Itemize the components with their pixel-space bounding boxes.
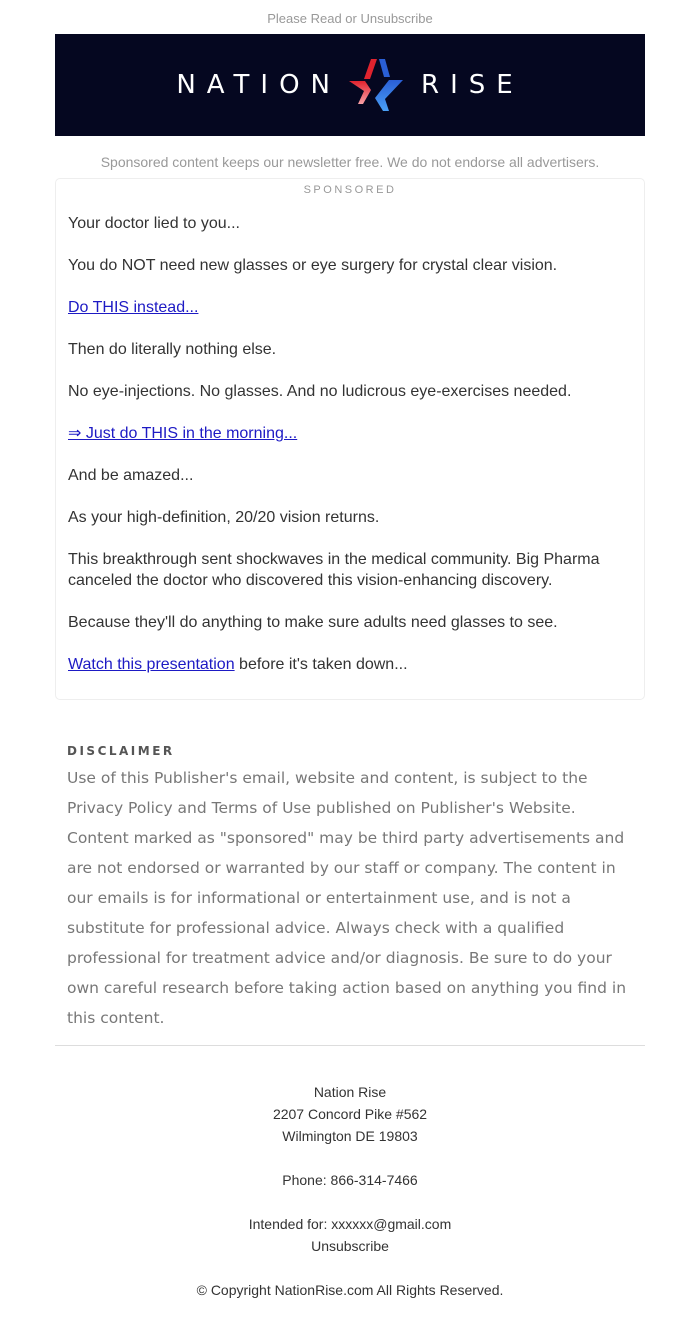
sponsored-ad-card [55, 178, 645, 700]
ad-paragraph: Because they'll do anything to make sure adults need glasses to see. [68, 614, 558, 631]
copyright: © Copyright NationRise.com All Rights Reserved. [196, 1282, 504, 1298]
ad-paragraph: This breakthrough sent shockwaves in the medical community. Big Pharma canceled the doctor who discovered this vision-enhancing discovery. [68, 551, 600, 589]
ad-paragraph: You do NOT need new glasses or eye surgery for crystal clear vision. [68, 257, 558, 274]
company-name: Nation Rise [313, 1084, 387, 1100]
footer [55, 1046, 645, 1301]
star-icon [345, 57, 407, 113]
ad-paragraph: Your doctor lied to you... [68, 215, 240, 232]
ad-paragraph: No eye-injections. No glasses. And no ludicrous eye-exercises needed. [68, 383, 572, 400]
footer-phone: Phone: 866-314-7466 [282, 1172, 418, 1188]
disclaimer-body: Use of this Publisher's email, website and content, is subject to the Privacy Policy and Terms of Use published on Publisher's Website. Content marked as "sponsored" may be third party advertisements and are not endorsed or warranted by our staff or company. The content in our emails is for informational or entertainment use, and is not a substitute for professional advice. Always check with a qualified professional for treatment advice and/or diagnosis. Be sure to do your own careful research before taking action based on anything you find in this content. [67, 769, 627, 1027]
ad-paragraph: Then do literally nothing else. [68, 341, 277, 358]
intended-for: Intended for: xxxxxx@gmail.com [248, 1216, 452, 1232]
ad-paragraph: And be amazed... [68, 467, 194, 484]
watch-presentation-link[interactable]: Watch this presentation [68, 656, 235, 673]
address-line-2: Wilmington DE 19803 [282, 1128, 418, 1144]
morning-link[interactable]: ⇒ Just do THIS in the morning... [68, 425, 298, 442]
email-container [55, 0, 645, 1301]
brand-name-left: NATION [176, 70, 341, 100]
disclaimer-section [55, 700, 645, 1046]
preheader [55, 0, 645, 34]
ad-link-paragraph [68, 423, 632, 444]
header-banner[interactable] [55, 34, 645, 136]
brand-logo [176, 57, 523, 113]
cta-tail-text: before it's taken down... [234, 656, 408, 673]
preheader-link[interactable]: Please Read or Unsubscribe [267, 11, 433, 26]
address-line-1: 2207 Concord Pike #562 [272, 1106, 428, 1122]
footer-address [55, 1081, 645, 1147]
do-this-instead-link[interactable]: Do THIS instead... [68, 299, 199, 316]
ad-cta-paragraph [68, 654, 632, 675]
brand-name-right: RISE [421, 70, 524, 100]
ad-paragraph: As your high-definition, 20/20 vision returns. [68, 509, 380, 526]
sponsor-note: Sponsored content keeps our newsletter free. We do not endorse all advertisers. [100, 154, 600, 170]
disclaimer-heading: DISCLAIMER [67, 744, 175, 758]
sponsored-label: SPONSORED [303, 184, 397, 196]
unsubscribe-link[interactable]: Unsubscribe [311, 1238, 389, 1254]
footer-recipient [55, 1213, 645, 1257]
ad-link-paragraph [68, 297, 632, 318]
